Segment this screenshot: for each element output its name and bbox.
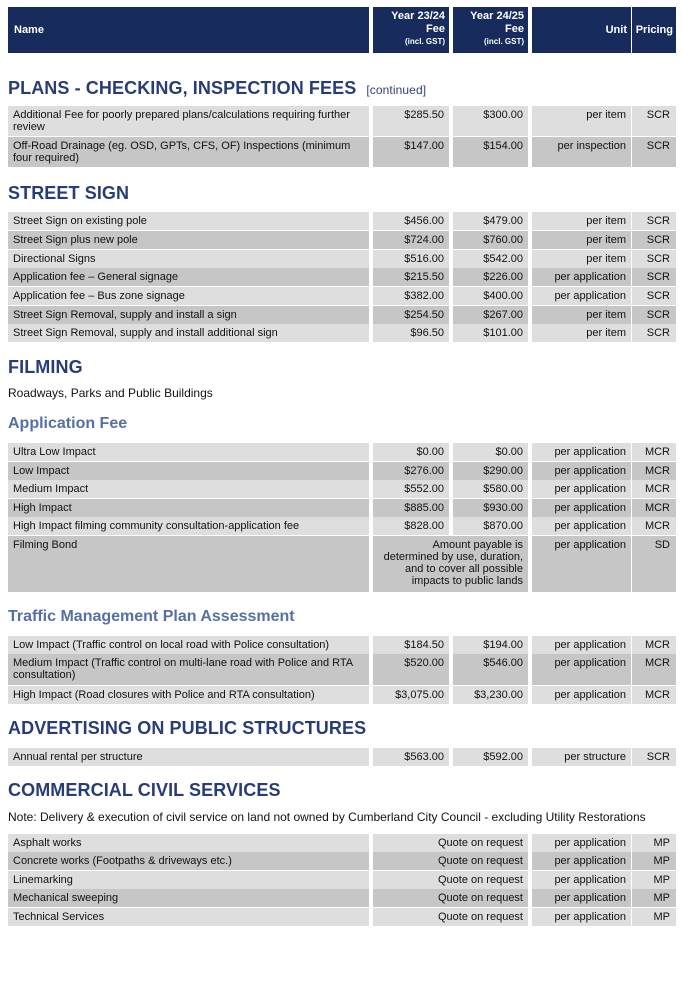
header-fee-2324-gst: (incl. GST) xyxy=(405,37,445,46)
row-name: Street Sign on existing pole xyxy=(8,212,369,230)
row-unit: per application xyxy=(532,852,631,870)
row-name: Street Sign Removal, supply and install additional sign xyxy=(8,324,369,342)
row-name: Asphalt works xyxy=(8,834,369,852)
row-fee-2425: $267.00 xyxy=(453,306,528,324)
filming-bond-fee: Amount payable is determined by use, duration, and to cover all possible impacts to public lands xyxy=(373,536,528,592)
row-fee-2324: $3,075.00 xyxy=(373,686,449,704)
row-name: Mechanical sweeping xyxy=(8,889,369,907)
row-unit: per application xyxy=(532,686,631,704)
subsection-title-traffic: Traffic Management Plan Assessment xyxy=(8,608,295,625)
row-fee-2324: $724.00 xyxy=(373,231,449,249)
row-unit: per item xyxy=(532,250,631,268)
row-unit: per application xyxy=(532,871,631,889)
row-fee-2425: $154.00 xyxy=(453,137,528,167)
header-fee-2425-line1: Year 24/25 xyxy=(470,10,524,22)
section-title-advertising: ADVERTISING ON PUBLIC STRUCTURES xyxy=(8,718,367,738)
row-unit: per application xyxy=(532,908,631,926)
row-pricing: MP xyxy=(632,834,676,852)
header-unit-label: Unit xyxy=(605,24,627,36)
row-fee-2425: $870.00 xyxy=(453,517,528,535)
row-pricing: MP xyxy=(632,852,676,870)
row-pricing: SCR xyxy=(632,268,676,286)
header-pricing-cell xyxy=(632,7,676,53)
row-unit: per item xyxy=(532,306,631,324)
header-name-label: Name xyxy=(14,24,44,36)
row-fee: Quote on request xyxy=(373,908,528,926)
row-name: Low Impact (Traffic control on local road with Police consultation) xyxy=(8,636,369,654)
row-pricing: SCR xyxy=(632,212,676,230)
row-unit: per application xyxy=(532,268,631,286)
row-name: High Impact xyxy=(8,499,369,517)
row-fee: Quote on request xyxy=(373,834,528,852)
continued-label: [continued] xyxy=(366,83,427,97)
row-name: Annual rental per structure xyxy=(8,748,369,766)
row-pricing: MCR xyxy=(632,654,676,685)
row-name: Ultra Low Impact xyxy=(8,443,369,461)
filming-bond-name: Filming Bond xyxy=(8,536,369,592)
row-pricing: MP xyxy=(632,908,676,926)
subsection-title-application-fee: Application Fee xyxy=(8,415,128,432)
row-fee-2425: $542.00 xyxy=(453,250,528,268)
row-fee: Quote on request xyxy=(373,871,528,889)
row-unit: per item xyxy=(532,106,631,136)
row-unit: per item xyxy=(532,212,631,230)
header-fee-2425-line2: Fee xyxy=(505,23,524,35)
filming-bond-unit: per application xyxy=(532,536,631,592)
row-fee-2324: $184.50 xyxy=(373,636,449,654)
row-fee-2425: $226.00 xyxy=(453,268,528,286)
row-name: Low Impact xyxy=(8,462,369,480)
row-fee-2324: $382.00 xyxy=(373,287,449,305)
row-unit: per application xyxy=(532,462,631,480)
row-fee-2324: $563.00 xyxy=(373,748,449,766)
row-name: Off-Road Drainage (eg. OSD, GPTs, CFS, OF) Inspections (minimum four required) xyxy=(8,137,369,167)
header-fee-2324-line2: Fee xyxy=(426,23,445,35)
row-fee-2324: $147.00 xyxy=(373,137,449,167)
section-title-street-sign: STREET SIGN xyxy=(8,183,130,203)
filming-note: Roadways, Parks and Public Buildings xyxy=(8,386,213,400)
row-pricing: MCR xyxy=(632,462,676,480)
header-fee-2425-cell xyxy=(453,7,528,53)
row-unit: per application xyxy=(532,889,631,907)
row-pricing: MCR xyxy=(632,636,676,654)
row-name: High Impact (Road closures with Police and RTA consultation) xyxy=(8,686,369,704)
row-unit: per application xyxy=(532,517,631,535)
row-fee: Quote on request xyxy=(373,889,528,907)
row-fee-2324: $516.00 xyxy=(373,250,449,268)
row-fee-2324: $285.50 xyxy=(373,106,449,136)
row-unit: per application xyxy=(532,636,631,654)
row-pricing: MCR xyxy=(632,480,676,498)
row-pricing: MCR xyxy=(632,686,676,704)
row-name: Street Sign plus new pole xyxy=(8,231,369,249)
header-fee-2324-line1: Year 23/24 xyxy=(391,10,445,22)
row-fee-2324: $552.00 xyxy=(373,480,449,498)
filming-bond-pricing: SD xyxy=(632,536,676,592)
row-unit: per application xyxy=(532,443,631,461)
row-pricing: MP xyxy=(632,871,676,889)
row-fee-2324: $254.50 xyxy=(373,306,449,324)
row-pricing: SCR xyxy=(632,306,676,324)
row-name: Medium Impact xyxy=(8,480,369,498)
row-unit: per application xyxy=(532,287,631,305)
row-fee-2324: $828.00 xyxy=(373,517,449,535)
row-fee-2324: $276.00 xyxy=(373,462,449,480)
header-unit-cell xyxy=(532,7,631,53)
row-pricing: SCR xyxy=(632,106,676,136)
row-unit: per application xyxy=(532,480,631,498)
row-fee-2324: $0.00 xyxy=(373,443,449,461)
row-pricing: SCR xyxy=(632,250,676,268)
row-fee: Quote on request xyxy=(373,852,528,870)
row-fee-2425: $930.00 xyxy=(453,499,528,517)
row-unit: per application xyxy=(532,654,631,685)
row-unit: per item xyxy=(532,324,631,342)
row-unit: per application xyxy=(532,499,631,517)
header-fee-2425-gst: (incl. GST) xyxy=(484,37,524,46)
header-pricing-label: Pricing xyxy=(635,24,673,36)
row-fee-2425: $580.00 xyxy=(453,480,528,498)
row-fee-2425: $3,230.00 xyxy=(453,686,528,704)
row-unit: per structure xyxy=(532,748,631,766)
section-title-civil: COMMERCIAL CIVIL SERVICES xyxy=(8,780,281,800)
row-fee-2425: $760.00 xyxy=(453,231,528,249)
row-fee-2425: $300.00 xyxy=(453,106,528,136)
row-fee-2425: $194.00 xyxy=(453,636,528,654)
section-title-plans xyxy=(8,78,426,99)
row-pricing: MCR xyxy=(632,443,676,461)
row-pricing: SCR xyxy=(632,324,676,342)
row-unit: per inspection xyxy=(532,137,631,167)
row-fee-2425: $400.00 xyxy=(453,287,528,305)
row-name: Application fee – General signage xyxy=(8,268,369,286)
row-unit: per item xyxy=(532,231,631,249)
section-title-filming: FILMING xyxy=(8,357,83,377)
row-fee-2425: $546.00 xyxy=(453,654,528,685)
section-title-plans-text: PLANS - CHECKING, INSPECTION FEES xyxy=(8,78,357,98)
row-name: Application fee – Bus zone signage xyxy=(8,287,369,305)
row-fee-2425: $0.00 xyxy=(453,443,528,461)
header-name-cell xyxy=(8,7,369,53)
row-pricing: SCR xyxy=(632,137,676,167)
row-name: Additional Fee for poorly prepared plans/calculations requiring further review xyxy=(8,106,369,136)
row-pricing: SCR xyxy=(632,748,676,766)
row-pricing: MP xyxy=(632,889,676,907)
row-name: Street Sign Removal, supply and install a sign xyxy=(8,306,369,324)
row-name: Directional Signs xyxy=(8,250,369,268)
row-fee-2425: $101.00 xyxy=(453,324,528,342)
row-pricing: SCR xyxy=(632,231,676,249)
row-pricing: SCR xyxy=(632,287,676,305)
row-name: Medium Impact (Traffic control on multi-lane road with Police and RTA consultation) xyxy=(8,654,369,685)
row-name: High Impact filming community consultation-application fee xyxy=(8,517,369,535)
row-fee-2324: $96.50 xyxy=(373,324,449,342)
row-fee-2425: $479.00 xyxy=(453,212,528,230)
civil-note: Note: Delivery & execution of civil service on land not owned by Cumberland City Council - excluding Utility Restorations xyxy=(8,810,646,824)
row-pricing: MCR xyxy=(632,517,676,535)
row-name: Concrete works (Footpaths & driveways etc.) xyxy=(8,852,369,870)
header-fee-2324-cell xyxy=(373,7,449,53)
row-fee-2425: $290.00 xyxy=(453,462,528,480)
row-fee-2324: $215.50 xyxy=(373,268,449,286)
row-fee-2324: $456.00 xyxy=(373,212,449,230)
row-fee-2425: $592.00 xyxy=(453,748,528,766)
row-fee-2324: $520.00 xyxy=(373,654,449,685)
row-name: Linemarking xyxy=(8,871,369,889)
row-fee-2324: $885.00 xyxy=(373,499,449,517)
row-pricing: MCR xyxy=(632,499,676,517)
row-name: Technical Services xyxy=(8,908,369,926)
row-unit: per application xyxy=(532,834,631,852)
